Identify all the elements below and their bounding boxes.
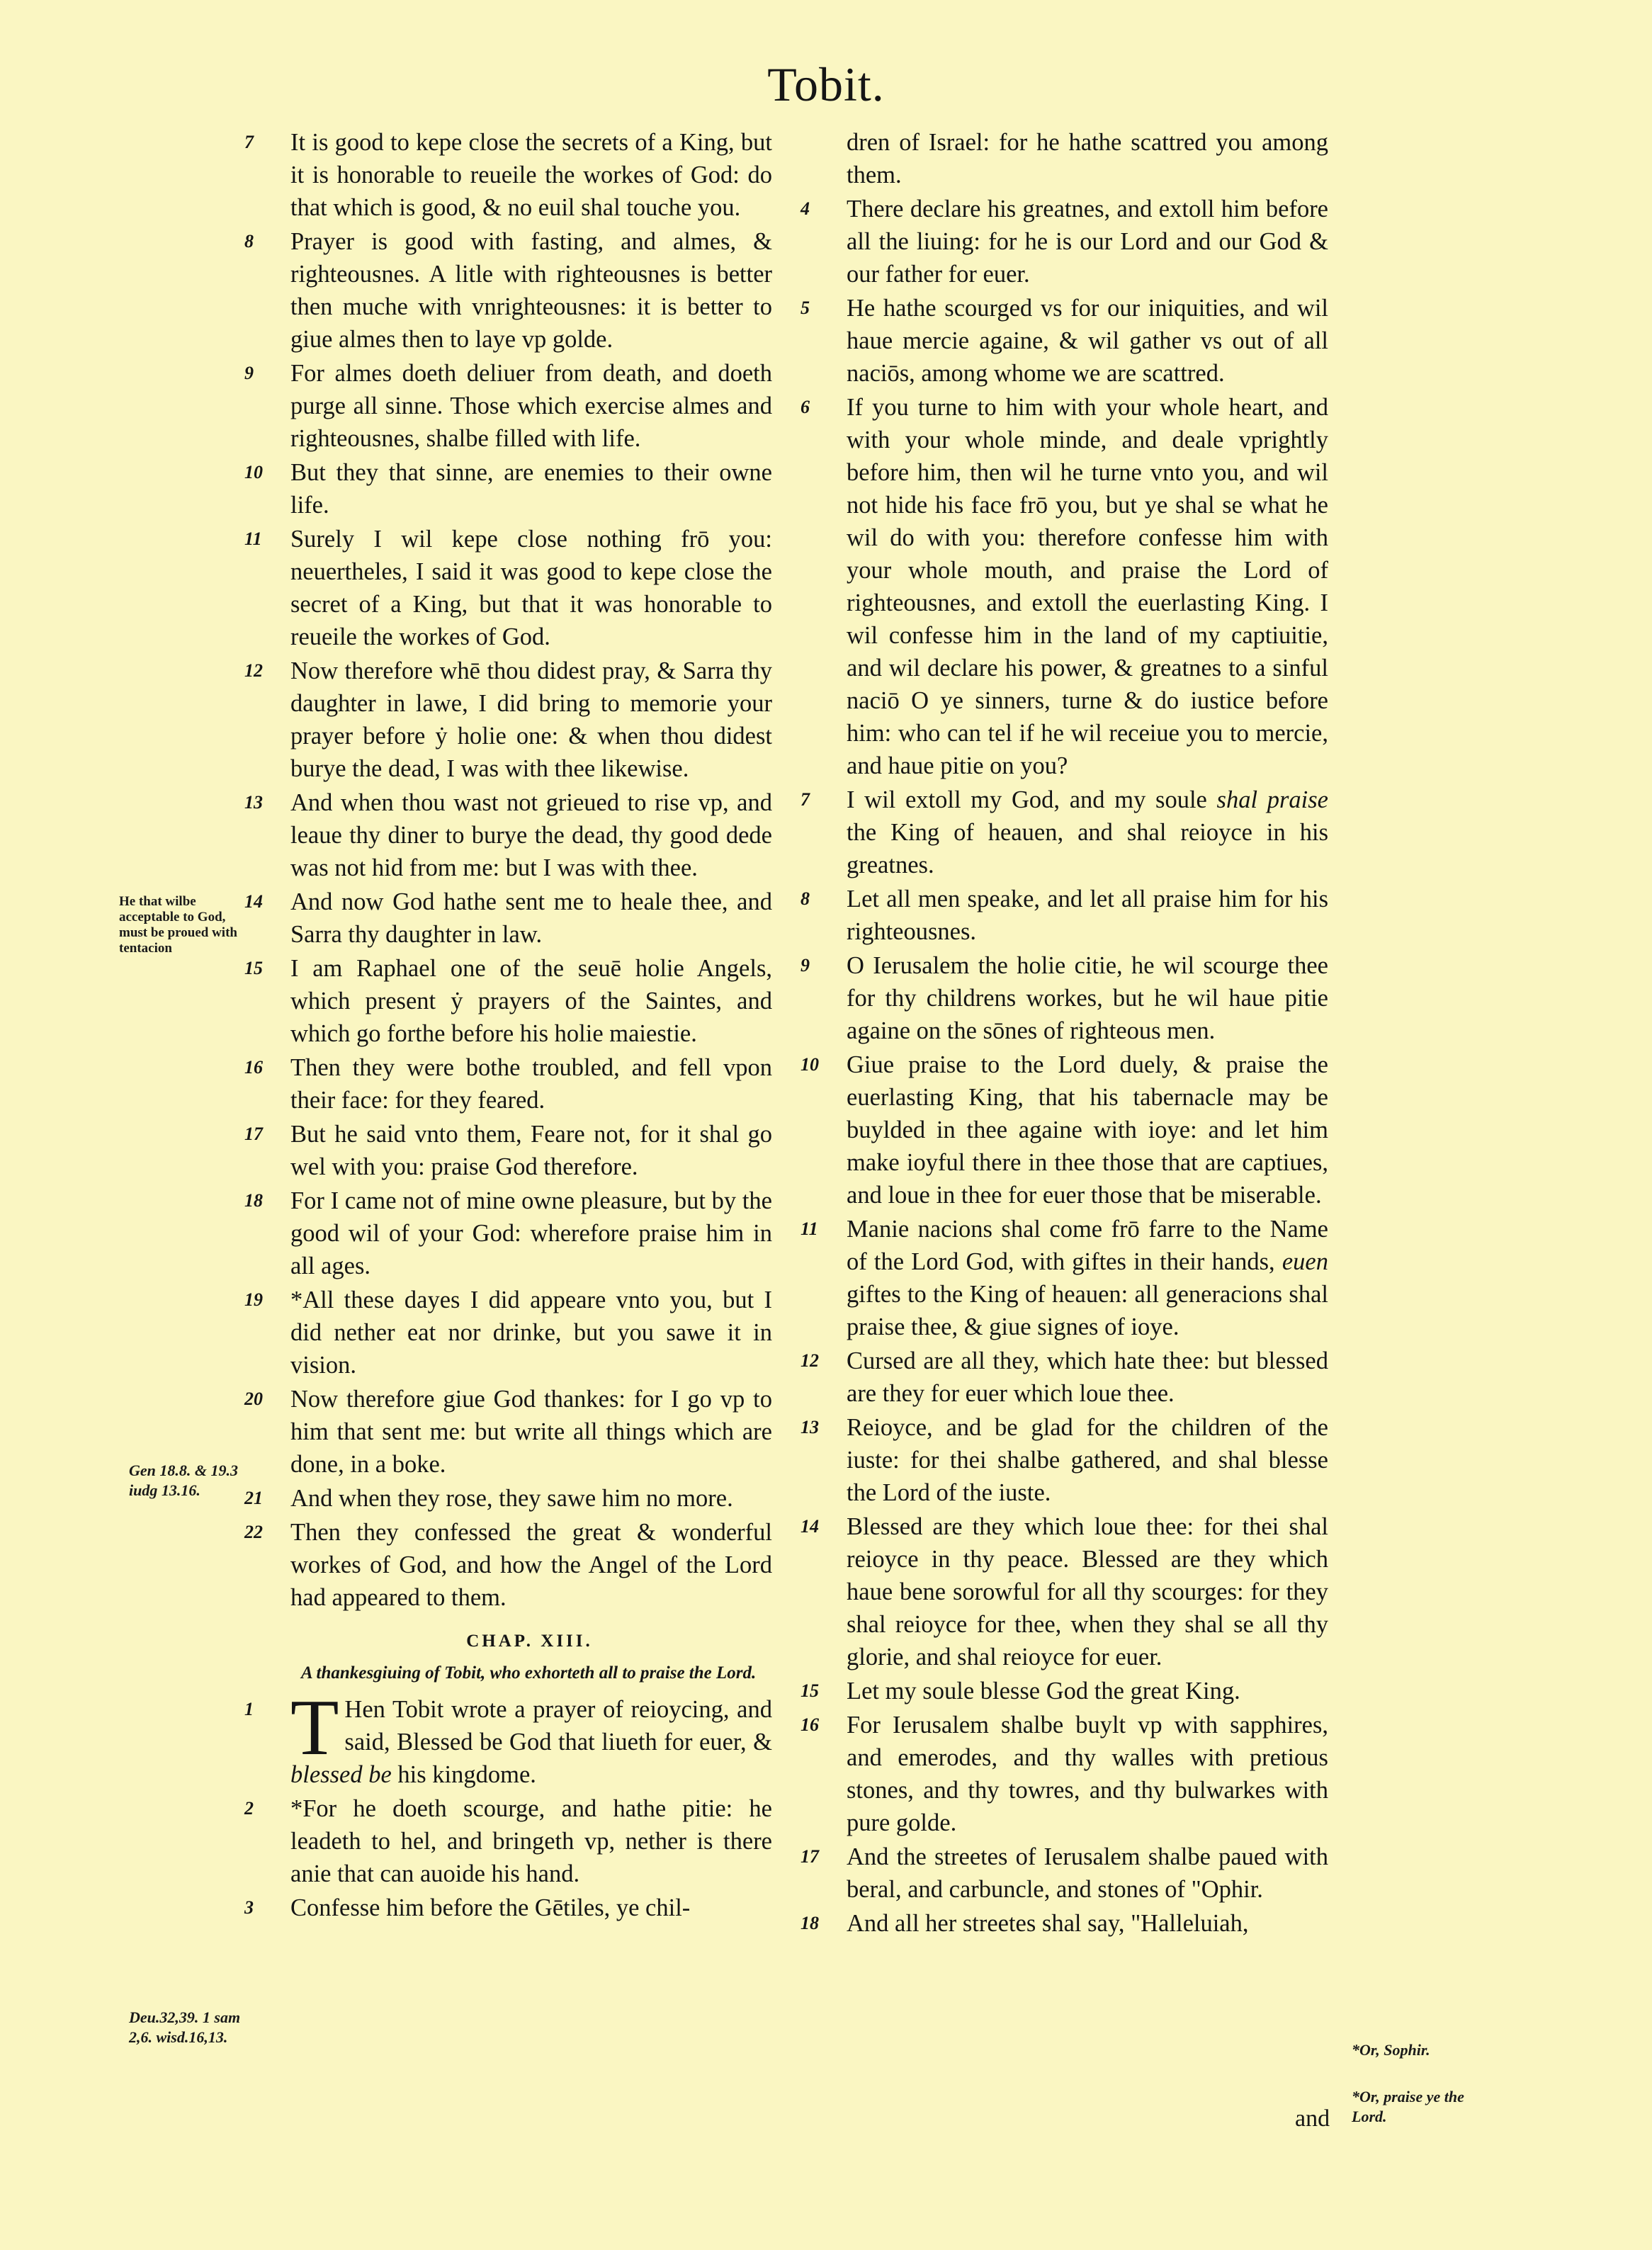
verse xyxy=(244,1118,772,1183)
verse-text: For I came not of mine owne pleasure, but by the good wil of your God: wherefore praise him in all ages. xyxy=(290,1187,772,1279)
verse-text: *All these dayes I did appeare vnto you, but I did nether eat nor drinke, but you sawe it in vision. xyxy=(290,1287,772,1379)
verse-number: 16 xyxy=(800,1714,819,1735)
verse-number: 19 xyxy=(244,1289,263,1310)
verse-3 xyxy=(244,1892,772,1924)
verse xyxy=(800,193,1328,290)
verse xyxy=(244,456,772,521)
verse-text: Reioyce, and be glad for the children of the iuste: for thei shalbe gathered, and shal blesse the Lord of the iuste. xyxy=(847,1414,1328,1506)
page-title: Tobit. xyxy=(767,57,885,111)
verse-number: 15 xyxy=(244,958,263,978)
verse-italic: blessed be xyxy=(290,1761,392,1788)
verse-text: Now therefore whē thou didest pray, & Sarra thy daughter in lawe, I did bring to memorie your prayer before ẏ holie one: & when thou didest burye the dead, I was with thee likewise. xyxy=(290,657,772,782)
verse-number: 3 xyxy=(244,1897,254,1918)
verse xyxy=(244,1482,772,1515)
verse xyxy=(244,1516,772,1614)
verse-text: Manie nacions shal come frō farre to the Name of the Lord God, with giftes in their hands, xyxy=(847,1216,1328,1275)
verse xyxy=(244,952,772,1050)
verse-text: And all her streetes shal say, "Halleluiah, xyxy=(847,1910,1249,1937)
verse-italic: shal praise xyxy=(1216,786,1328,813)
verse xyxy=(800,1907,1328,1940)
margin-note-halleluiah: *Or, praise ye the Lord. xyxy=(1352,2088,1464,2125)
verse-number: 2 xyxy=(244,1798,254,1819)
verse-text: Surely I wil kepe close nothing frō you: neuertheles, I said it was good to kepe close the secret of a King, but that it was honorable to reueile the workes of God. xyxy=(290,526,772,650)
verse-number: 7 xyxy=(800,789,810,810)
verse xyxy=(800,883,1328,948)
verse-number: 9 xyxy=(800,955,810,976)
verse-text: Blessed are they which loue thee: for thei shal reioyce in thy peace. Blessed are they which haue bene sorowful for all thy scourges: for they shal reioyce for thee, when they shal se all thy glorie, and shal reioyce for euer. xyxy=(847,1513,1328,1670)
margin-note-acceptable: He that wilbe acceptable to God, must be proued with tentacion xyxy=(119,894,237,956)
margin-note-ophir: *Or, Sophir. xyxy=(1352,2041,1430,2059)
chapter-heading: CHAP. XIII. xyxy=(466,1632,593,1651)
verse xyxy=(244,1284,772,1381)
verse xyxy=(244,886,772,951)
verse-text: And when thou wast not grieued to rise vp, and leaue thy diner to burye the dead, thy good dede was not hid from me: but I was with thee. xyxy=(290,789,772,881)
verse-text: He hathe scourged vs for our iniquities, and wil haue mercie againe, & wil gather vs out of all naciōs, among whome we are scattred. xyxy=(847,295,1328,387)
verse-number: 4 xyxy=(800,198,810,219)
verse-text: Prayer is good with fasting, and almes, & righteousnes. A litle with righteousnes is better then muche with vnrighteousnes: it is better to giue almes then to laye vp golde. xyxy=(290,228,772,353)
verse xyxy=(244,786,772,884)
verse xyxy=(800,126,1328,191)
verse-number: 12 xyxy=(800,1350,819,1371)
verse-2 xyxy=(244,1792,772,1890)
verse xyxy=(800,1709,1328,1839)
verse-1 xyxy=(244,1684,772,1791)
verse-text: It is good to kepe close the secrets of a King, but it is honorable to reueile the workes of God: do that which is good, & no euil shal touche you. xyxy=(290,129,772,221)
verse xyxy=(244,1185,772,1282)
verse-text-end: his kingdome. xyxy=(391,1761,536,1788)
verse-text-end: giftes to the King of heauen: all generacions shal praise thee, & giue signes of ioye. xyxy=(847,1281,1328,1340)
verse-number: 7 xyxy=(244,132,254,152)
margin-note-genesis: Gen 18.8. & 19.3 iudg 13.16. xyxy=(129,1462,238,1499)
verse xyxy=(800,1675,1328,1707)
verse-number: 20 xyxy=(244,1389,263,1409)
verse-number: 17 xyxy=(244,1124,263,1144)
verse-text: Confesse him before the Gētiles, ye chil- xyxy=(290,1894,691,1921)
drop-cap: T xyxy=(290,1684,339,1772)
verse-italic: euen xyxy=(1282,1248,1328,1275)
verse-number: 10 xyxy=(244,462,263,482)
verse-number: 6 xyxy=(800,397,810,417)
verse-text: Cursed are all they, which hate thee: but blessed are they for euer which loue thee. xyxy=(847,1347,1328,1407)
verse-text: Let all men speake, and let all praise him for his righteousnes. xyxy=(847,886,1328,945)
verse-text: I wil extoll my God, and my soule xyxy=(847,786,1217,813)
verse-text: Hen Tobit wrote a prayer of reioycing, and said, Blessed be God that liueth for euer, & xyxy=(344,1696,772,1756)
verse-number: 18 xyxy=(800,1913,819,1933)
verse-number: 11 xyxy=(244,528,262,549)
verse-number: 22 xyxy=(244,1522,263,1542)
verse-text: But he said vnto them, Feare not, for it shal go wel with you: praise God therefore. xyxy=(290,1121,772,1180)
verse-text: dren of Israel: for he hathe scattred you among them. xyxy=(847,129,1328,188)
verse-text: O Ierusalem the holie citie, he wil scourge thee for thy childrens workes, but he wil haue pitie againe on the sōnes of righteous men. xyxy=(847,952,1328,1044)
left-verse-list xyxy=(244,126,772,1614)
verse-number: 14 xyxy=(244,891,263,912)
verse xyxy=(800,1411,1328,1509)
verse-number: 18 xyxy=(244,1190,263,1211)
margin-note-deuteronomy: Deu.32,39. 1 sam 2,6. wisd.16,13. xyxy=(129,2008,241,2046)
verse xyxy=(800,1510,1328,1673)
verse-number: 12 xyxy=(244,660,263,681)
verse-text: Then they were bothe troubled, and fell vpon their face: for they feared. xyxy=(290,1054,772,1114)
verse xyxy=(800,1213,1328,1343)
verse-number: 8 xyxy=(800,888,810,909)
verse-number: 15 xyxy=(800,1680,819,1701)
verse-number: 13 xyxy=(244,792,263,813)
verse-text: Now therefore giue God thankes: for I go vp to him that sent me: but write all things which are done, in a boke. xyxy=(290,1386,772,1478)
verse-number: 8 xyxy=(244,231,254,251)
verse-number: 14 xyxy=(800,1516,819,1537)
verse-text-end: the King of heauen, and shal reioyce in his greatnes. xyxy=(847,819,1328,878)
verse-text: And the streetes of Ierusalem shalbe paued with beral, and carbuncle, and stones of "Ophir. xyxy=(847,1843,1328,1903)
verse xyxy=(244,225,772,356)
verse-text: If you turne to him with your whole heart, and with your whole minde, and deale vprightly before him, then wil he turne vnto you, and wil not hide his face frō you, but ye shal se what he wil do with you: therefore confesse him with your whole mouth, and praise the Lord of righteousnes, and extoll the euerlasting King. I wil confesse him in the land of my captiuitie, and wil declare his power, & greatnes to a sinful naciō O ye sinners, turne & do iustice before him: who can tel if he wil receiue you to mercie, and haue pitie on you? xyxy=(847,394,1328,779)
verse-number: 16 xyxy=(244,1057,263,1078)
verse-text: But they that sinne, are enemies to their owne life. xyxy=(290,459,772,519)
verse xyxy=(800,949,1328,1047)
verse-text: For Ierusalem shalbe buylt vp with sapphires, and emerodes, and thy walles with pretious stones, and thy towres, and thy bulwarkes with pure golde. xyxy=(847,1712,1328,1836)
verse xyxy=(244,655,772,785)
right-column xyxy=(800,126,1328,1941)
verse-text: There declare his greatnes, and extoll him before all the liuing: for he is our Lord and our God & our father for euer. xyxy=(847,196,1328,288)
verse-text: For almes doeth deliuer from death, and doeth purge all sinne. Those which exercise almes and righteousnes, shalbe filled with life. xyxy=(290,360,772,452)
verse-number: 11 xyxy=(800,1219,818,1239)
chapter-summary: A thankesgiuing of Tobit, who exhorteth all to praise the Lord. xyxy=(301,1663,757,1683)
verse xyxy=(800,1048,1328,1211)
left-column xyxy=(244,126,772,1926)
right-verse-list xyxy=(800,126,1328,1940)
verse-text: Then they confessed the great & wonderful workes of God, and how the Angel of the Lord had appeared to them. xyxy=(290,1519,772,1611)
verse xyxy=(244,523,772,653)
verse-text: Giue praise to the Lord duely, & praise the euerlasting King, that his tabernacle may be buylded in thee againe with ioye: and let him make ioyful there in thee those that are captiues, and loue in thee for euer those that be miserable. xyxy=(847,1051,1328,1209)
verse xyxy=(800,391,1328,782)
verse xyxy=(244,126,772,224)
verse xyxy=(800,1345,1328,1410)
verse xyxy=(800,1841,1328,1906)
verse xyxy=(244,1051,772,1116)
verse-text: I am Raphael one of the seuē holie Angels, which present ẏ prayers of the Saintes, and which go forthe before his holie maiestie. xyxy=(290,955,772,1047)
catchword: and xyxy=(1295,2105,1330,2132)
verse-number: 21 xyxy=(244,1488,263,1508)
verse-text: And now God hathe sent me to heale thee, and Sarra thy daughter in law. xyxy=(290,888,772,948)
verse-text: *For he doeth scourge, and hathe pitie: he leadeth to hel, and bringeth vp, nether is there anie that can auoide his hand. xyxy=(290,1795,772,1887)
verse-number: 13 xyxy=(800,1417,819,1437)
verse xyxy=(244,1383,772,1481)
verse-text: And when they rose, they sawe him no more. xyxy=(290,1485,733,1512)
verse xyxy=(800,784,1328,881)
verse xyxy=(244,357,772,455)
verse-number: 1 xyxy=(244,1699,254,1719)
verse-number: 10 xyxy=(800,1054,819,1075)
verse-text: Let my soule blesse God the great King. xyxy=(847,1678,1240,1705)
verse-number: 9 xyxy=(244,363,254,383)
verse-number: 17 xyxy=(800,1846,819,1867)
verse-number: 5 xyxy=(800,298,810,318)
verse xyxy=(800,292,1328,390)
